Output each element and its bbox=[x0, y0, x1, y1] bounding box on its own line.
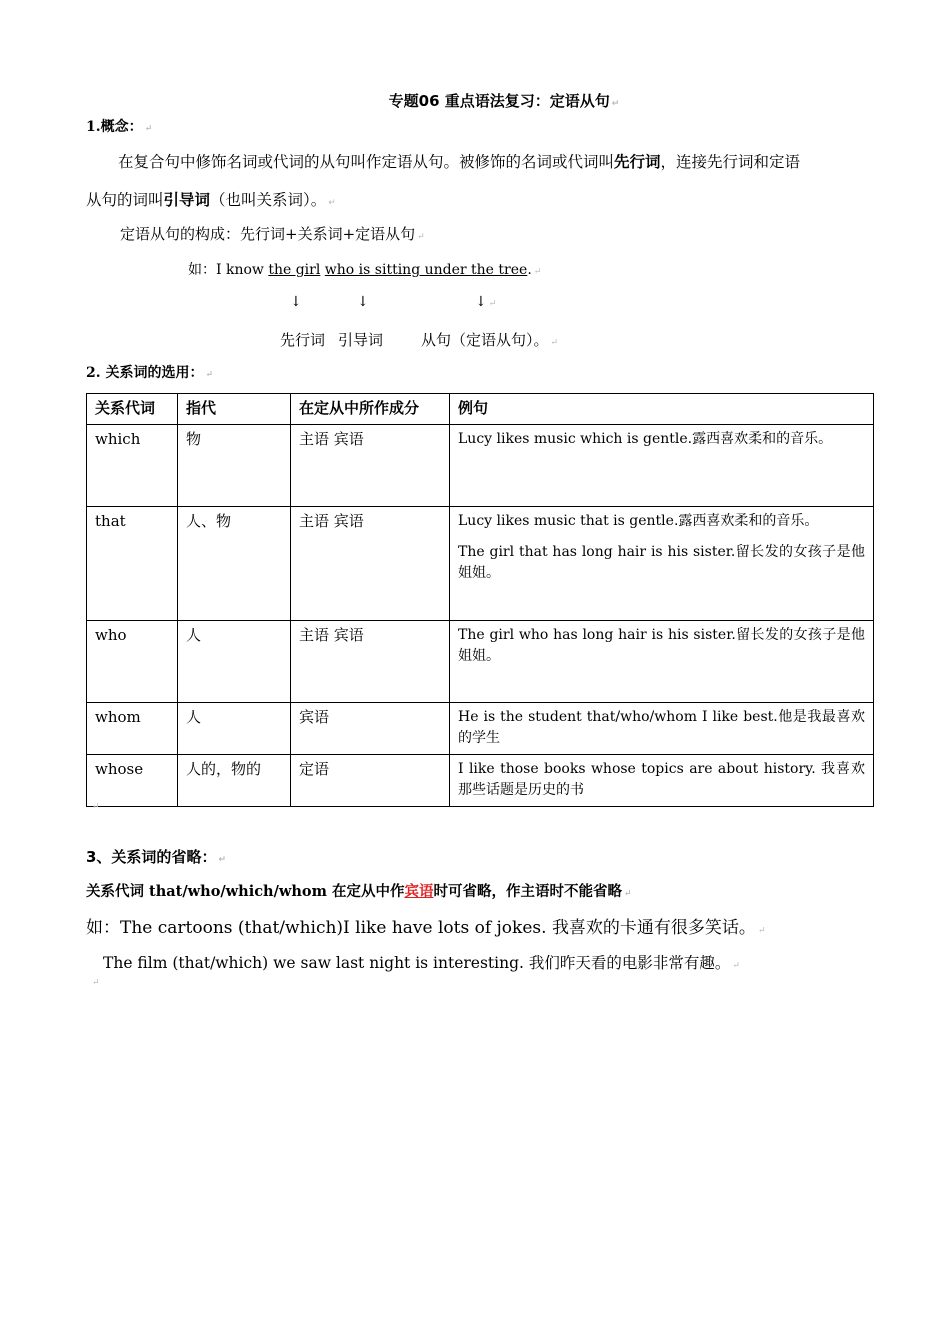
paragraph-mark: ↵ bbox=[732, 961, 740, 971]
table-header-row bbox=[87, 394, 874, 425]
pronoun-cell: that bbox=[87, 507, 178, 621]
omission-example-1: 如：The cartoons (that/which)I like have lots of jokes. 我喜欢的卡通有很多笑话。 ↵ bbox=[86, 918, 766, 938]
paragraph-mark: ↵ bbox=[205, 370, 214, 380]
paragraph-mark: ↵ bbox=[218, 855, 226, 865]
section-1-heading: 1.概念： ↵ bbox=[86, 119, 153, 135]
paragraph-mark: ↵ bbox=[488, 299, 497, 309]
role-cell: 主语 宾语 bbox=[291, 621, 450, 703]
paragraph-mark: ↵ bbox=[417, 232, 425, 242]
role-cell: 定语 bbox=[291, 755, 450, 807]
example-cell: I like those books whose topics are about history. 我喜欢那些话题是历史的书 bbox=[450, 755, 874, 807]
relative-pronoun-table bbox=[86, 393, 874, 807]
paragraph-mark: ↵ bbox=[550, 338, 559, 348]
down-arrow-icon: ↓ bbox=[290, 294, 302, 310]
refers-cell: 物 bbox=[178, 425, 291, 507]
paragraph-mark: ↵ bbox=[757, 926, 766, 936]
example-relative-clause: who is sitting under the tree bbox=[324, 262, 528, 278]
refers-cell: 人、物 bbox=[178, 507, 291, 621]
example-cell: He is the student that/who/whom I like best.他是我最喜欢的学生 bbox=[450, 703, 874, 755]
header-example: 例句 bbox=[450, 394, 874, 425]
paragraph-mark: ↵ bbox=[92, 978, 100, 988]
role-cell: 宾语 bbox=[291, 703, 450, 755]
example-cell: The girl who has long hair is his sister.留长发的女孩子是他姐姐。 bbox=[450, 621, 874, 703]
section-2-heading: 2. 关系词的选用： ↵ bbox=[86, 365, 214, 381]
clause-composition: 定语从句的构成：先行词+关系词+定语从句 ↵ bbox=[120, 225, 425, 243]
role-cell: 主语 宾语 bbox=[291, 425, 450, 507]
table-row bbox=[87, 621, 874, 703]
term-antecedent: 先行词 bbox=[614, 153, 661, 171]
refers-cell: 人 bbox=[178, 621, 291, 703]
paragraph-mark: ↵ bbox=[533, 267, 542, 277]
header-pronoun: 关系代词 bbox=[87, 394, 178, 425]
table-row bbox=[87, 755, 874, 807]
omission-example-2: The film (that/which) we saw last night is interesting. 我们昨天看的电影非常有趣。 ↵ bbox=[103, 954, 740, 972]
highlight-object: 宾语 bbox=[404, 883, 434, 900]
pronoun-cell: which bbox=[87, 425, 178, 507]
header-refers: 指代 bbox=[178, 394, 291, 425]
table-row bbox=[87, 703, 874, 755]
table-row bbox=[87, 425, 874, 507]
section-3-heading: 3、关系词的省略： ↵ bbox=[86, 848, 226, 866]
label-antecedent: 先行词 bbox=[280, 331, 326, 349]
down-arrow-icon: ↓ ↵ bbox=[475, 294, 497, 310]
paragraph-mark: ↵ bbox=[623, 889, 632, 899]
term-relative: 引导词 bbox=[163, 191, 211, 209]
concept-paragraph-line-1: 在复合句中修饰名词或代词的从句叫作定语从句。被修饰的名词或代词叫先行词，连接先行词和定语 bbox=[118, 153, 801, 171]
paragraph-mark: ↵ bbox=[328, 198, 336, 208]
example-antecedent: the girl bbox=[268, 262, 321, 278]
example-sentence: 如：I know the girl who is sitting under the tree. ↵ bbox=[188, 262, 542, 278]
table-row bbox=[87, 507, 874, 621]
pronoun-cell: whose bbox=[87, 755, 178, 807]
role-cell: 主语 宾语 bbox=[291, 507, 450, 621]
pronoun-cell: who bbox=[87, 621, 178, 703]
refers-cell: 人的，物的 bbox=[178, 755, 291, 807]
example-cell: Lucy likes music that is gentle.露西喜欢柔和的音乐。 The girl that has long hair is his sister.留长发的女孩子是他姐姐。 bbox=[450, 507, 874, 621]
omission-rule: 关系代词 that/who/which/whom 在定从中作宾语时可省略，作主语时不能省略 ↵ bbox=[86, 883, 632, 900]
concept-paragraph-line-2: 从句的词叫引导词（也叫关系词）。 ↵ bbox=[86, 191, 336, 209]
paragraph-mark: ↵ bbox=[144, 124, 153, 134]
paragraph-mark: ↵ bbox=[92, 802, 100, 812]
refers-cell: 人 bbox=[178, 703, 291, 755]
pronoun-cell: whom bbox=[87, 703, 178, 755]
header-role: 在定从中所作成分 bbox=[291, 394, 450, 425]
page-title: 专题06 重点语法复习：定语从句 ↵ bbox=[388, 92, 620, 110]
label-clause: 从句（定语从句）。 ↵ bbox=[421, 331, 559, 349]
paragraph-mark: ↵ bbox=[611, 99, 620, 109]
label-relative: 引导词 bbox=[338, 331, 384, 349]
example-cell: Lucy likes music which is gentle.露西喜欢柔和的音乐。 bbox=[450, 425, 874, 507]
down-arrow-icon: ↓ bbox=[357, 294, 369, 310]
